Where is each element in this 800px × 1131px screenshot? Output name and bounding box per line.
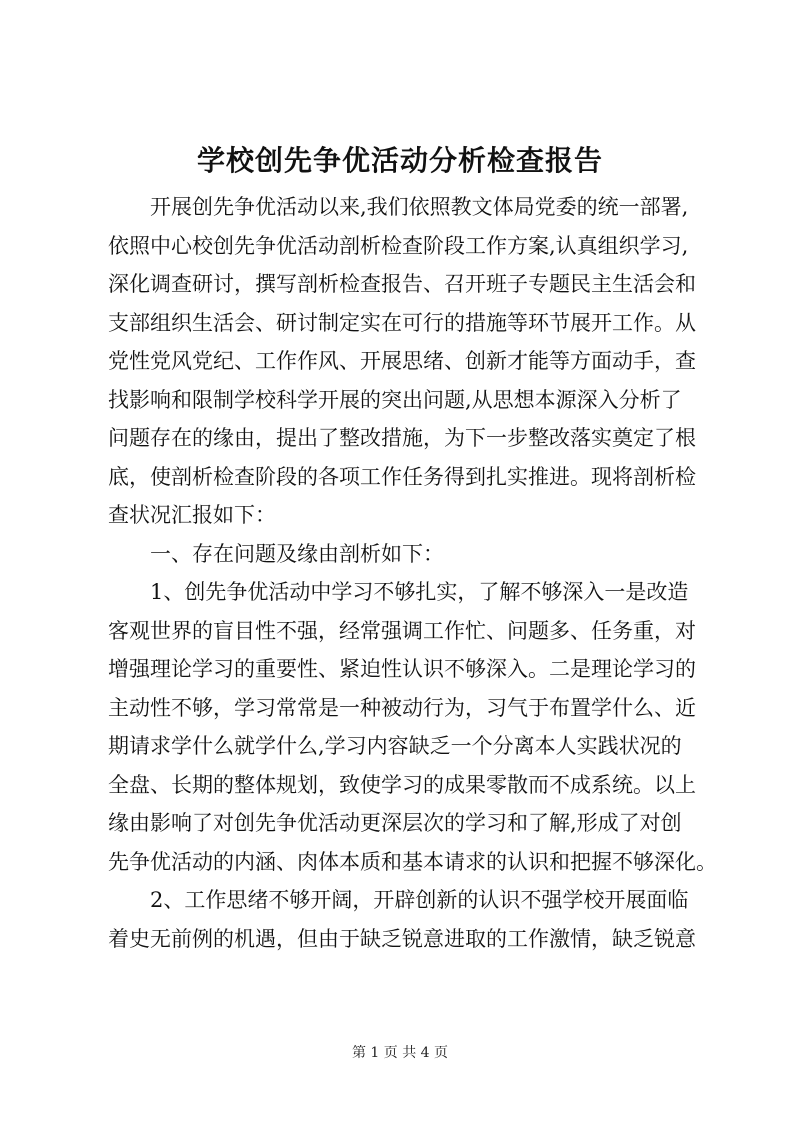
text-line: 缘由影响了对创先争优活动更深层次的学习和了解,形成了对创	[108, 811, 682, 835]
text-line: 先争优活动的内涵、肉体本质和基本请求的认识和把握不够深化。	[108, 849, 717, 874]
text-line: 着史无前例的机遇，但由于缺乏锐意进取的工作激情，缺乏锐意	[108, 926, 696, 951]
text-line: 增强理论学习的重要性、紧迫性认识不够深入。二是理论学习的	[108, 657, 696, 681]
text-line: 问题存在的缘由，提出了整改措施，为下一步整改落实奠定了根	[108, 426, 696, 450]
text-line: 期请求学什么就学什么,学习内容缺乏一个分离本人实践状况的	[108, 734, 682, 758]
text-line: 依照中心校创先争优活动剖析检查阶段工作方案,认真组织学习,	[108, 233, 689, 258]
text-line: 主动性不够，学习常常是一种被动行为，习气于布置学什么、近	[108, 695, 696, 720]
text-line: 客观世界的盲目性不强，经常强调工作忙、问题多、任务重，对	[108, 618, 696, 643]
section-heading-1	[108, 535, 700, 574]
text-line: 找影响和限制学校科学开展的突出问题,从思想本源深入分析了	[108, 387, 682, 412]
text-line: 全盘、长期的整体规划，致使学习的成果零散而不成系统。以上	[108, 772, 696, 797]
text-line: 2、工作思绪不够开阔，开辟创新的认识不强学校开展面临	[150, 888, 689, 912]
text-line: 党性党风党纪、工作作风、开展思绪、创新才能等方面动手，查	[108, 349, 696, 373]
document-title: 学校创先争优活动分析检查报告	[196, 144, 603, 177]
text-line: 开展创先争优活动以来,我们依照教文体局党委的统一部署,	[150, 195, 689, 219]
text-line: 支部组织生活会、研讨制定实在可行的措施等环节展开工作。从	[108, 310, 696, 335]
paragraph-item-1	[108, 573, 717, 881]
page-footer: 第 1 页 共 4 页	[351, 1045, 449, 1061]
text-line: 深化调查研讨，撰写剖析检查报告、召开班子专题民主生活会和	[108, 272, 696, 296]
text-line: 1、创先争优活动中学习不够扎实，了解不够深入一是改造	[150, 580, 689, 604]
paragraph-intro	[108, 188, 700, 535]
paragraph-item-2	[108, 881, 700, 958]
text-line: 一、存在问题及缘由剖析如下：	[150, 541, 444, 566]
document-body	[108, 188, 717, 958]
text-line: 底，使剖析检查阶段的各项工作任务得到扎实推进。现将剖析检	[108, 464, 696, 489]
text-line: 查状况汇报如下：	[108, 503, 276, 527]
